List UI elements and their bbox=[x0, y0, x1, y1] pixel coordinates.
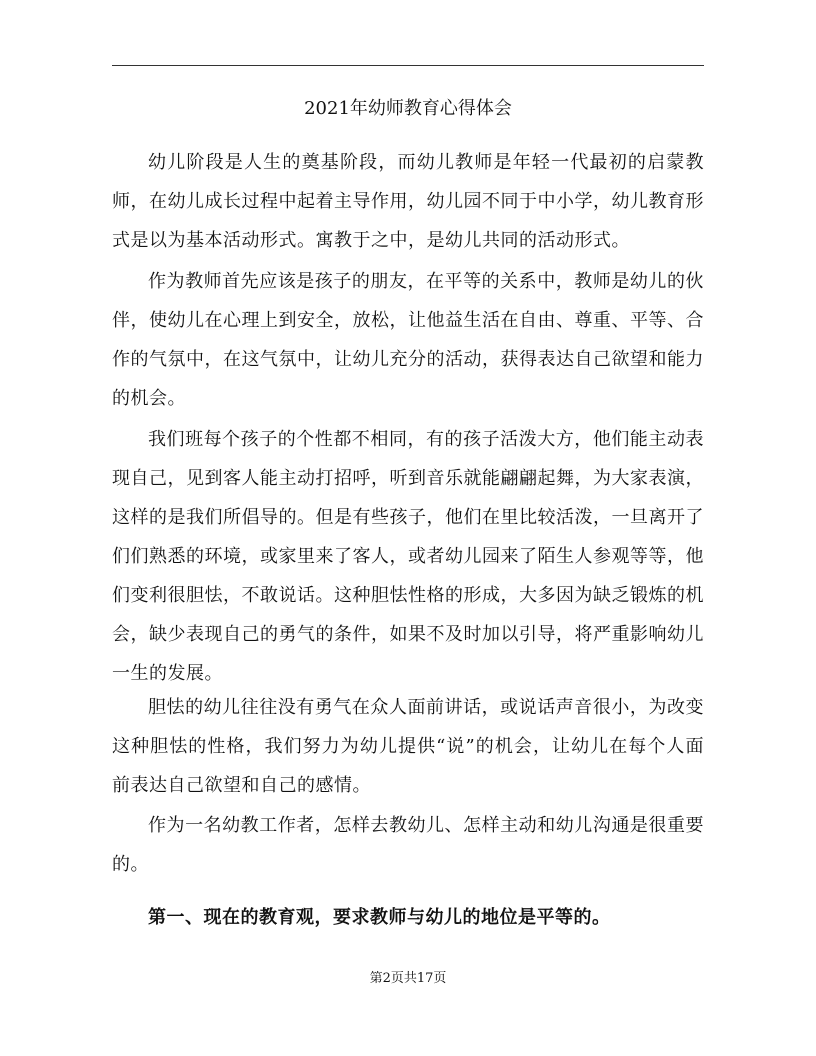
paragraph-5: 作为一名幼教工作者，怎样去教幼儿、怎样主动和幼儿沟通是很重要的。 bbox=[112, 815, 704, 875]
paragraph-2: 作为教师首先应该是孩子的朋友，在平等的关系中，教师是幼儿的伙伴，使幼儿在心理上到安全，放松，让他益生活在自由、尊重、平等、合作的气氛中，在这气氛中，让幼儿充分的活动，获得表达自己欲望和能力的机会。 bbox=[112, 271, 704, 409]
paragraph-3: 我们班每个孩子的个性都不相同，有的孩子活泼大方，他们能主动表现自己，见到客人能主动打招呼，听到音乐就能翩翩起舞，为大家表演，这样的是我们所倡导的。但是有些孩子，他们在里比较活泼，一旦离开了们们熟悉的环境，或家里来了客人，或者幼儿园来了陌生人参观等等，他们变利很胆怯，不敢说话。这种胆怯性格的形成，大多因为缺乏锻炼的机会，缺少表现自己的勇气的条件，如果不及时加以引导，将严重影响幼儿一生的发展。 bbox=[112, 429, 704, 684]
header-rule bbox=[112, 65, 704, 66]
paragraph-4: 胆怯的幼儿往往没有勇气在众人面前讲话，或说话声音很小，为改变这种胆怯的性格，我们努力为幼儿提供“说”的机会，让幼儿在每个人面前表达自己欲望和自己的感情。 bbox=[112, 697, 704, 796]
document-title: 2021年幼师教育心得体会 bbox=[304, 98, 512, 119]
section-heading: 第一、现在的教育观，要求教师与幼儿的地位是平等的。 bbox=[148, 907, 611, 928]
paragraph-1: 幼儿阶段是人生的奠基阶段，而幼儿教师是年轻一代最初的启蒙教师，在幼儿成长过程中起着主导作用，幼儿园不同于中小学，幼儿教育形式是以为基本活动形式。寓教于之中，是幼儿共同的活动形式。 bbox=[112, 152, 704, 251]
page-number: 第2页共17页 bbox=[369, 971, 447, 986]
